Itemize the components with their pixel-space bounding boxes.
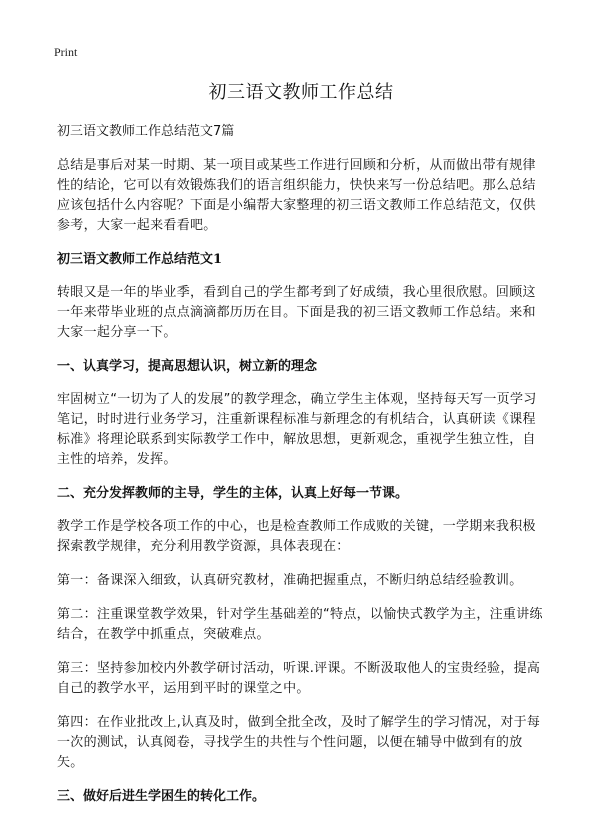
intro-paragraph: 总结是事后对某一时期、某一项目或某些工作进行回顾和分析，从而做出带有规律性的结论，它可以有效锻炼我们的语言组织能力，快快来写一份总结吧。那么总结应该包括什么内容呢？下面是小编帮大家整理的初三语文教师工作总结范文，仅供参考，大家一起来看看吧。 <box>57 158 536 233</box>
paragraph-2: 教学工作是学校各项工作的中心，也是检查教师工作成败的关键，一学期来我积极探索教学规律，充分利用教学资源，具体表现在： <box>57 519 536 554</box>
point-2: 第二：注重课堂教学效果，针对学生基础差的“特点，以愉快式教学为主，注重讲练结合，在教学中抓重点，突破难点。 <box>57 607 543 642</box>
heading-1: 一、认真学习，提高思想认识，树立新的理念 <box>57 359 318 374</box>
page-title: 初三语文教师工作总结 <box>208 82 394 103</box>
document-subtitle: 初三语文教师工作总结范文7篇 <box>57 124 235 139</box>
point-3: 第三：坚持参加校内外教学研讨活动，听课.评课。不断汲取他人的宝贵经验，提高自己的教学水平，运用到平时的课堂之中。 <box>57 661 541 696</box>
document-body <box>57 78 545 820</box>
paragraph-1: 牢固树立“一切为了人的发展”的教学理念，确立学生主体观，坚持每天写一页学习笔记，时时进行业务学习，注重新课程标准与新理念的有机结合，认真研读《课程标准》将理论联系到实际教学工作中，解放思想，更新观念，重视学生独立性，自主性的培养，发挥。 <box>57 392 537 467</box>
print-label[interactable]: Print <box>54 45 78 59</box>
heading-2: 二、充分发挥教师的主导，学生的主体，认真上好每一节课。 <box>57 486 409 501</box>
point-1: 第一：备课深入细致，认真研究教材，准确把握重点，不断归纳总结经验教训。 <box>57 573 523 588</box>
opening-paragraph: 转眼又是一年的毕业季，看到自己的学生都考到了好成绩，我心里很欣慰。回顾这一年来带毕业班的点点滴滴都历历在目。下面是我的初三语文教师工作总结。来和大家一起分享一下。 <box>57 285 536 340</box>
section-title: 初三语文教师工作总结范文1 <box>57 252 223 267</box>
point-4: 第四：在作业批改上,认真及时，做到全批全改，及时了解学生的学习情况，对于每一次的测试，认真阅卷，寻找学生的共性与个性问题，以便在辅导中做到有的放矢。 <box>57 715 541 770</box>
heading-3: 三、做好后进生学困生的转化工作。 <box>57 789 266 804</box>
